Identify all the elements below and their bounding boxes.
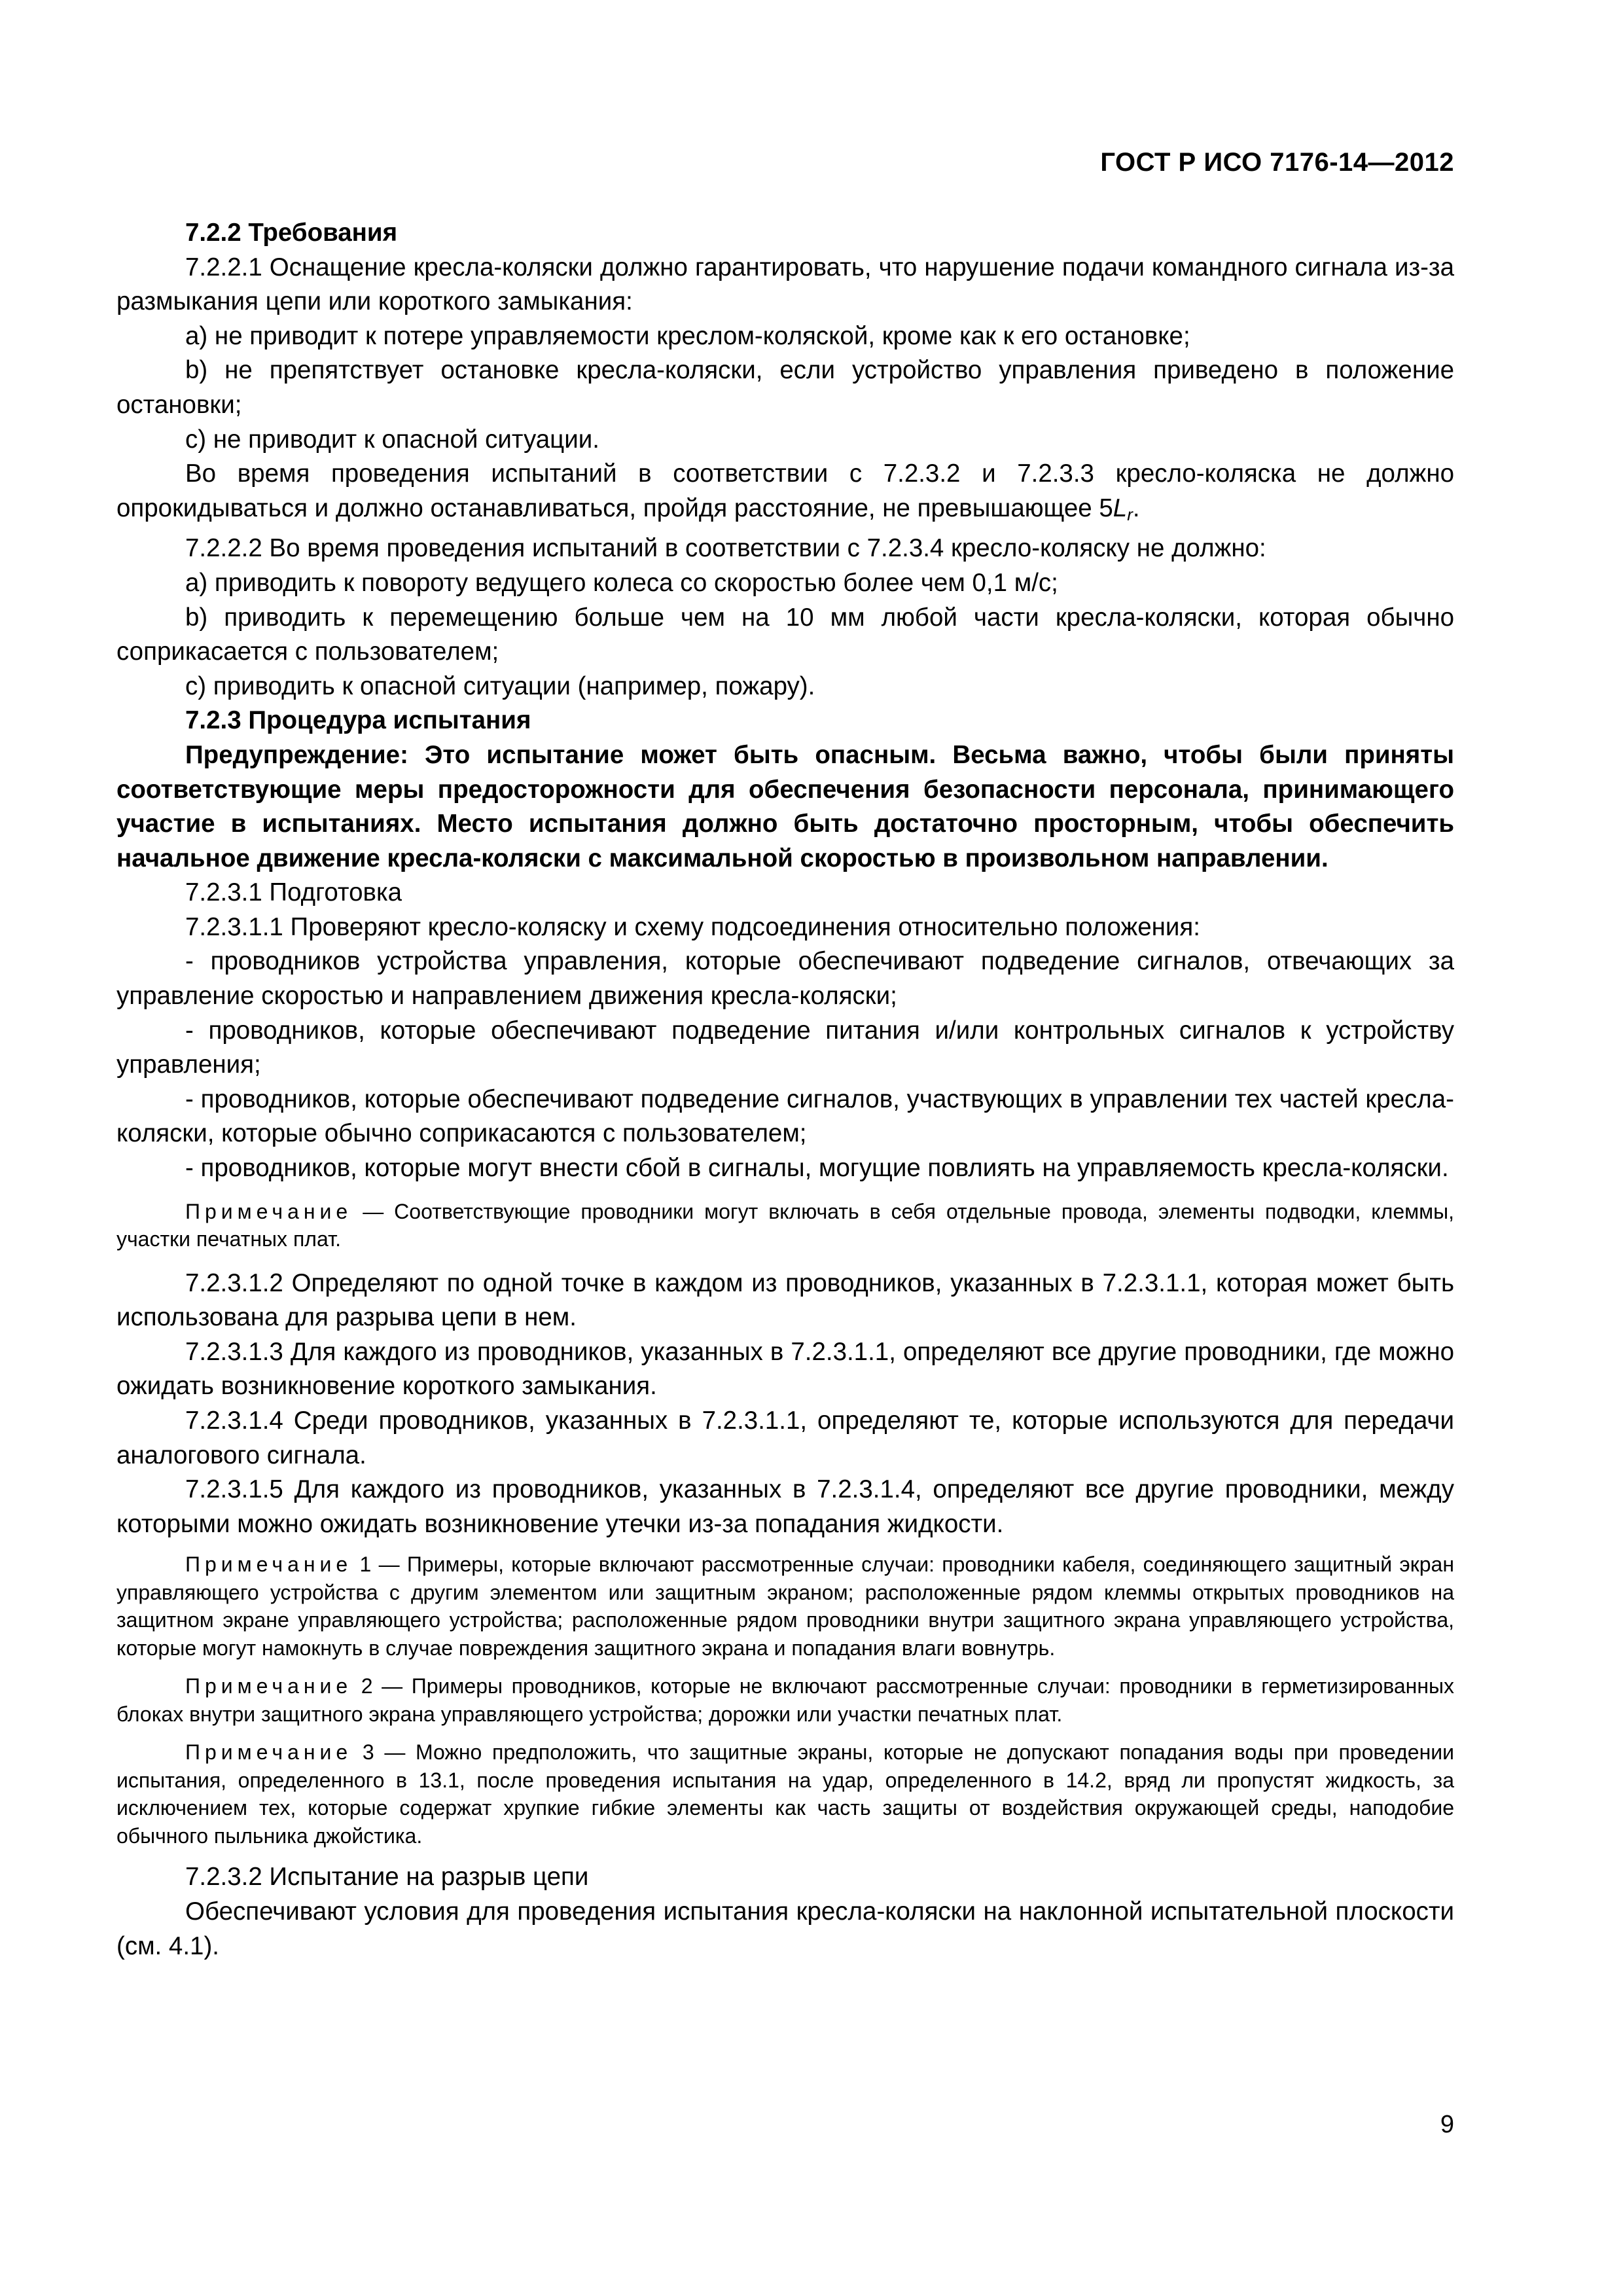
clause-7-2-2-1-c: c) не приводит к опасной ситуации.: [185, 425, 599, 454]
note-text: 3 — Можно предположить, что защитные экраны, которые не допускают попадания воды при проведении испытания, определенного в 13.1, после проведения испытания на удар, определенного в 14.2, вряд ли пропустят жидкость, за исключением тех, которые содержат хрупкие гибкие элементы как часть защиты от воздействия окружающей среды, наподобие обычного пыльника джойстика.: [116, 1740, 1454, 1848]
clause-7-2-3-1-4: 7.2.3.1.4 Среди проводников, указанных в 7.2.3.1.1, определяют те, которые используются для передачи аналогового сигнала.: [116, 1407, 1454, 1469]
clause-7-2-3-1-2: 7.2.3.1.2 Определяют по одной точке в каждом из проводников, указанных в 7.2.3.1.1, которая может быть использована для разрыва цепи в нем.: [116, 1268, 1454, 1332]
section-7-2-3-2-title: 7.2.3.2 Испытание на разрыв цепи: [185, 1863, 589, 1892]
clause-7-2-3-1-5: 7.2.3.1.5 Для каждого из проводников, указанных в 7.2.3.1.4, определяют все другие проводники, между которыми можно ожидать возникновение утечки из-за попадания жидкости.: [116, 1475, 1454, 1538]
section-7-2-3-title: 7.2.3 Процедура испытания: [185, 706, 531, 735]
note-text: 2 — Примеры проводников, которые не включают рассмотренные случаи: проводники в герметизированных блоках внутри защитного экрана управляющего устройства; дорожки или участки печатных плат.: [116, 1674, 1454, 1726]
note-1: [116, 1551, 1454, 1662]
clause-7-2-2-2-c: c) приводить к опасной ситуации (например, пожару).: [185, 672, 815, 700]
note-text: 1 — Примеры, которые включают рассмотренные случаи: проводники кабеля, соединяющего защитный экран управляющего устройства с другим элементом или защитным экраном; расположенные рядом клеммы открытых проводников на защитном экране управляющего устройства; расположенные рядом проводники внутри защитного экрана управляющего устройства, которые могут намокнуть в случае повреждения защитного экрана и попадания влаги вовнутрь.: [116, 1552, 1454, 1660]
clause-7-2-2-1-b: b) не препятствует остановке кресла-коляски, если устройство управления приведено в положение остановки;: [116, 356, 1454, 419]
note-label: Примечание: [185, 1199, 353, 1223]
list-item: - проводников, которые могут внести сбой в сигналы, могущие повлиять на управляемость кресла-коляски.: [185, 1154, 1449, 1183]
list-item: - проводников, которые обеспечивают подведение питания и/или контрольных сигналов к устройству управления;: [116, 1016, 1454, 1079]
list-item: - проводников устройства управления, которые обеспечивают подведение сигналов, отвечающих за управление скоростью и направлением движения кресла-коляски;: [116, 947, 1454, 1011]
note-text: — Соответствующие проводники могут включать в себя отдельные провода, элементы подводки, клеммы, участки печатных плат.: [116, 1199, 1454, 1251]
clause-7-2-2-1-test: [116, 457, 1454, 531]
clause-7-2-2-2: 7.2.2.2 Во время проведения испытаний в соответствии с 7.2.3.4 кресло-коляску не должно:: [185, 534, 1266, 563]
section-7-2-2-title: 7.2.2 Требования: [185, 219, 398, 247]
note-label: Примечание: [185, 1552, 353, 1577]
clause-7-2-3-1-3: 7.2.3.1.3 Для каждого из проводников, указанных в 7.2.3.1.1, определяют все другие проводники, где можно ожидать возникновение короткого замыкания.: [116, 1337, 1454, 1401]
clause-7-2-2-1: 7.2.2.1 Оснащение кресла-коляски должно гарантировать, что нарушение подачи командного сигнала из-за размыкания цепи или короткого замыкания:: [116, 253, 1454, 316]
document-body: [116, 216, 1454, 1964]
note-2: [116, 1672, 1454, 1728]
test-text: Во время проведения испытаний в соответствии с 7.2.3.2 и 7.2.3.3 кресло-коляска не должно опрокидываться и должно останавливаться, пройдя расстояние, не превышающее 5: [116, 459, 1454, 522]
clause-7-2-2-1-a: a) не приводит к потере управляемости креслом-коляской, кроме как к его остановке;: [185, 321, 1190, 350]
note-label: Примечание: [185, 1674, 353, 1698]
note-block: [116, 1198, 1454, 1253]
distance-subscript: r: [1127, 504, 1133, 524]
section-7-2-3-1-title: 7.2.3.1 Подготовка: [185, 878, 402, 907]
distance-symbol: L: [1113, 493, 1128, 522]
list-item: - проводников, которые обеспечивают подведение сигналов, участвующих в управлении тех частей кресла-коляски, которые обычно соприкасаются с пользователем;: [116, 1085, 1454, 1148]
test-text-end: .: [1132, 493, 1140, 522]
clause-7-2-2-2-a: a) приводить к повороту ведущего колеса со скоростью более чем 0,1 м/с;: [185, 568, 1058, 597]
notes-group: [116, 1551, 1454, 1850]
clause-7-2-3-2-text: Обеспечивают условия для проведения испытания кресла-коляски на наклонной испытательной плоскости (см. 4.1).: [116, 1897, 1454, 1960]
page-number: 9: [1440, 2111, 1454, 2138]
note-label: Примечание: [185, 1740, 353, 1765]
clause-7-2-3-1-1: 7.2.3.1.1 Проверяют кресло-коляску и схему подсоединения относительно положения:: [185, 912, 1200, 941]
document-header: ГОСТ Р ИСО 7176-14—2012: [1100, 148, 1454, 177]
clause-7-2-2-2-b: b) приводить к перемещению больше чем на 10 мм любой части кресла-коляски, которая обычно соприкасается с пользователем;: [116, 603, 1454, 666]
note-3: [116, 1738, 1454, 1850]
warning-paragraph: Предупреждение: Это испытание может быть опасным. Весьма важно, чтобы были приняты соответствующие меры предосторожности для обеспечения безопасности персонала, принимающего участие в испытаниях. Место испытания должно быть достаточно просторным, чтобы обеспечить начальное движение кресла-коляски с максимальной скоростью в произвольном направлении.: [116, 740, 1454, 872]
note: [116, 1198, 1454, 1253]
